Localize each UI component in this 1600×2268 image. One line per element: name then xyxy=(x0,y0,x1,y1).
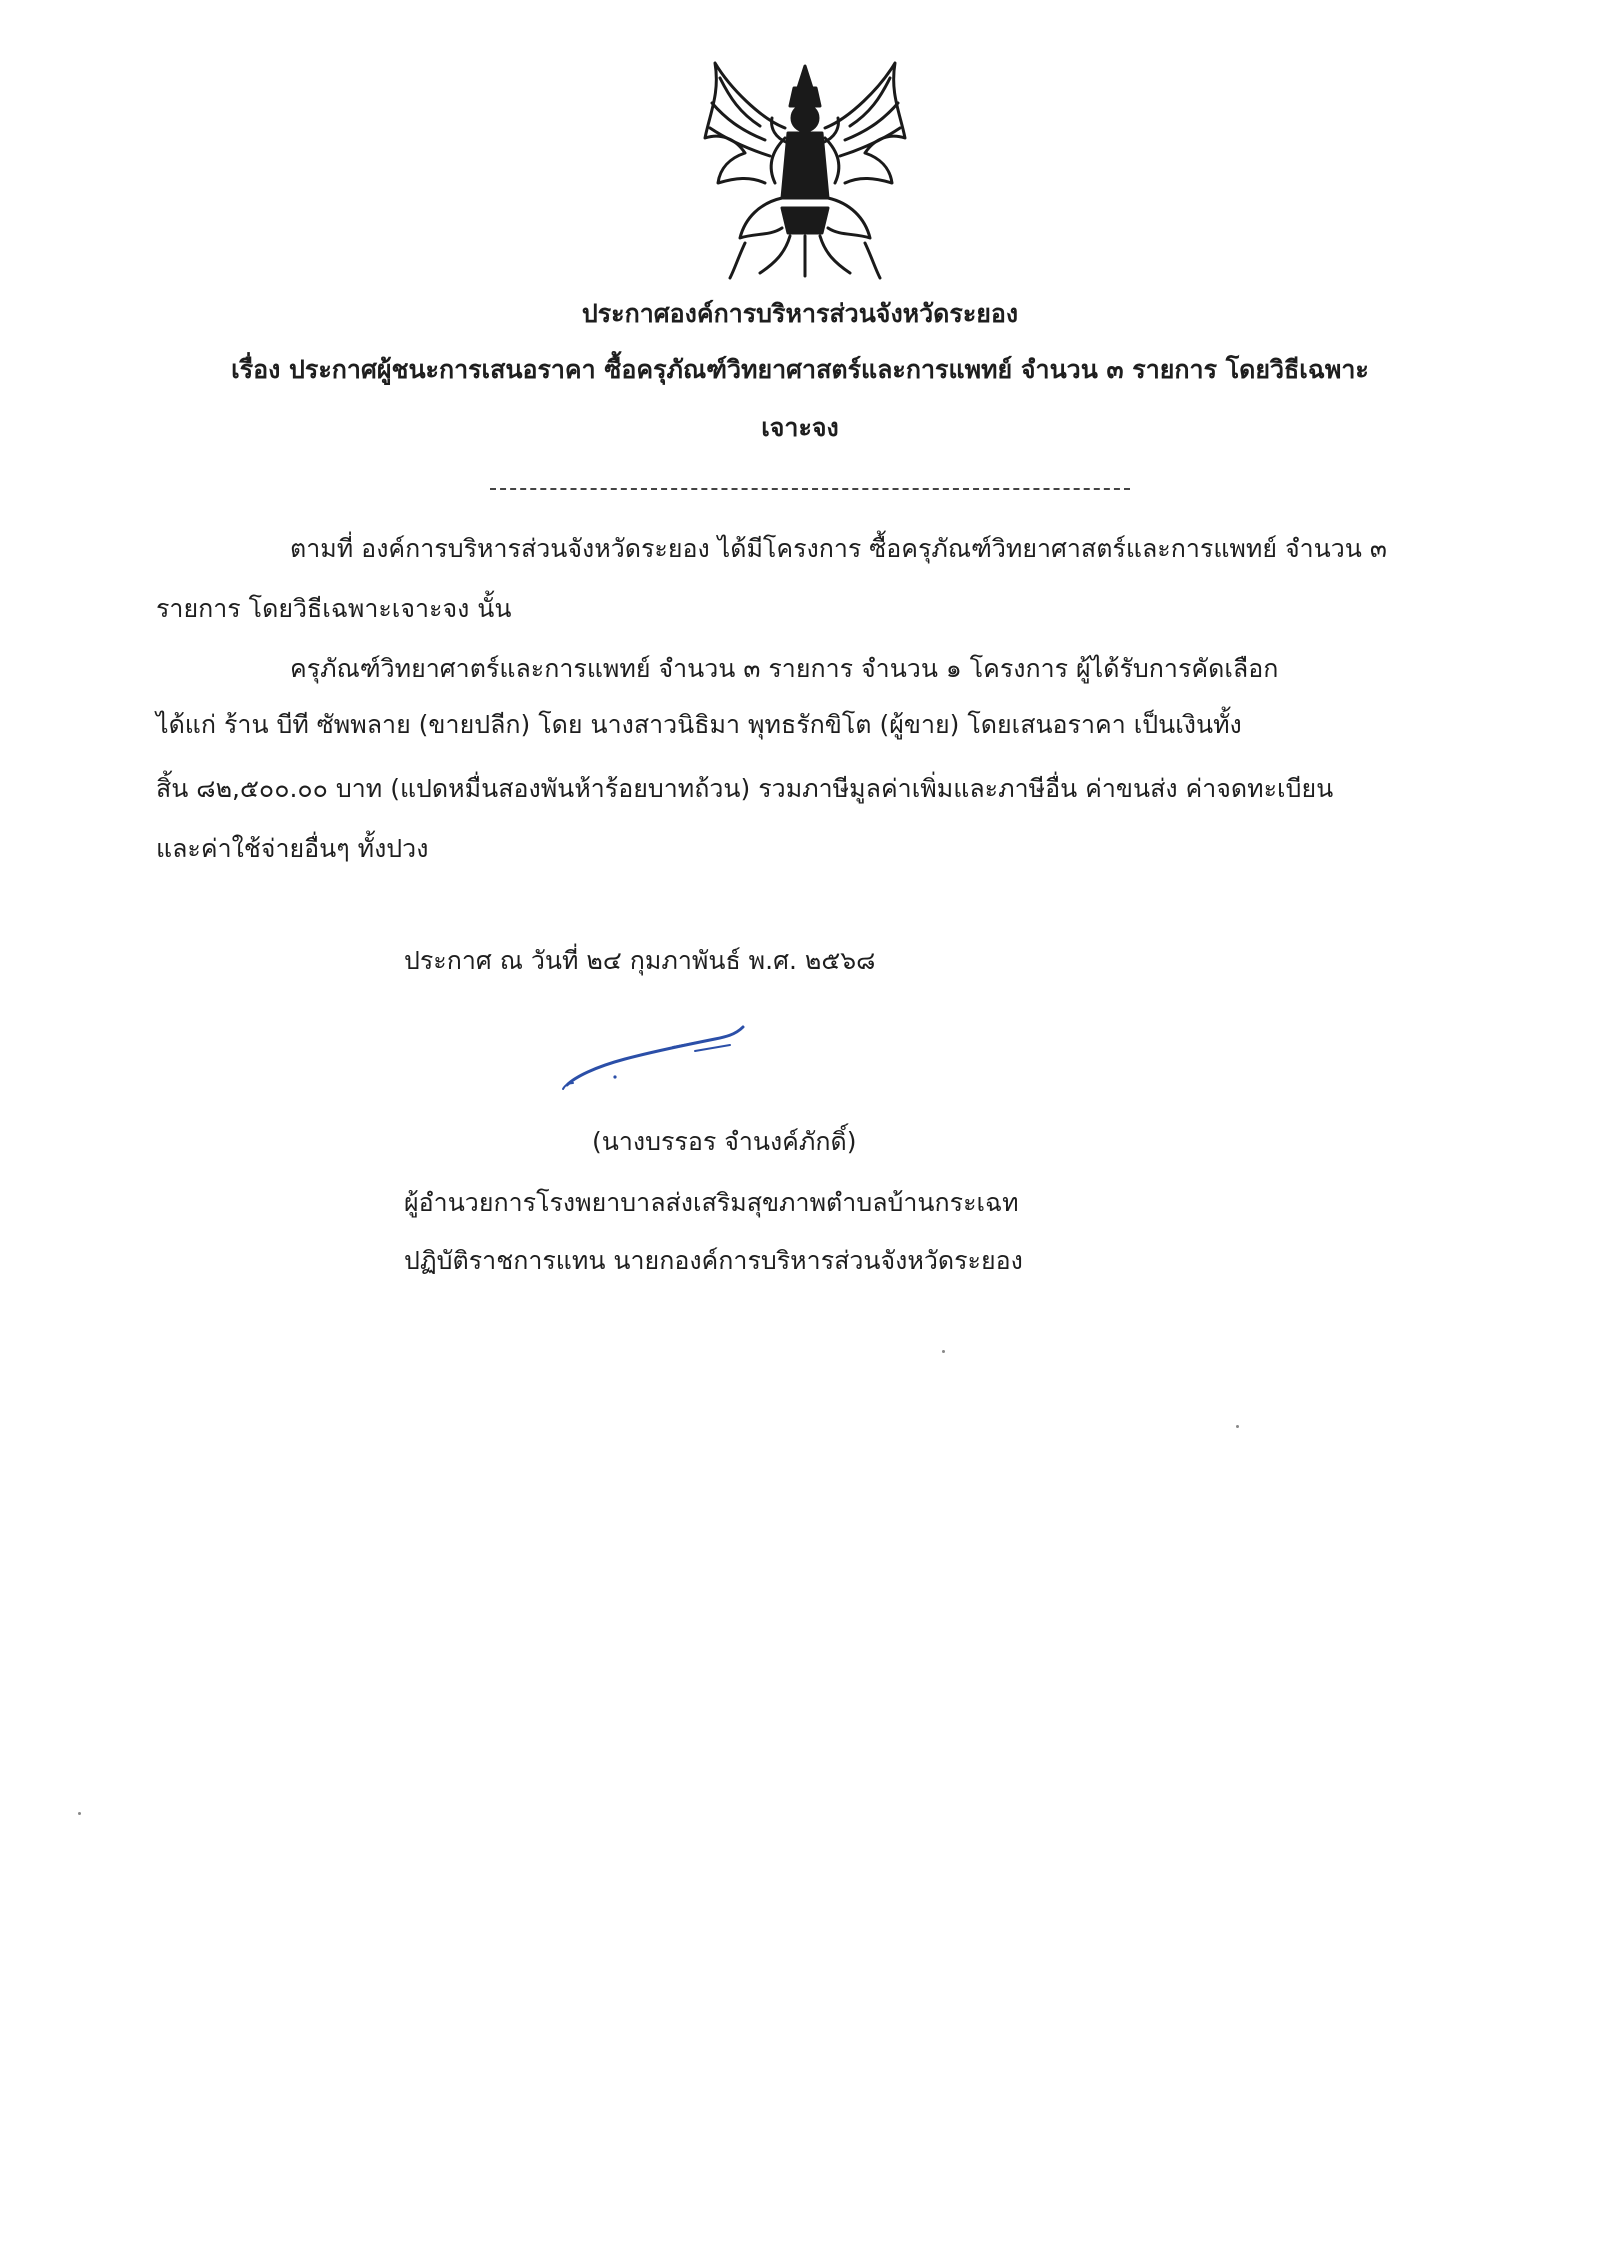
paragraph-2-line-1: ครุภัณฑ์วิทยาศาตร์และการแพทย์ จำนวน ๓ รายการ จำนวน ๑ โครงการ ผู้ได้รับการคัดเลือก xyxy=(290,654,1279,683)
paragraph-1-line-1: ตามที่ องค์การบริหารส่วนจังหวัดระยอง ได้มีโครงการ ซื้อครุภัณฑ์วิทยาศาสตร์และการแพทย์ จำนวน ๓ xyxy=(290,534,1387,563)
subject-line-1: เรื่อง ประกาศผู้ชนะการเสนอราคา ซื้อครุภัณฑ์วิทยาศาสตร์และการแพทย์ จำนวน ๓ รายการ โดยวิธีเฉพาะ xyxy=(231,355,1369,384)
paragraph-2-line-2: ได้แก่ ร้าน บีที ซัพพลาย (ขายปลีก) โดย นางสาวนิธิมา พุทธรักขิโต (ผู้ขาย) โดยเสนอราคา เป็นเงินทั้ง xyxy=(156,710,1242,739)
signatory-position-1: ผู้อำนวยการโรงพยาบาลส่งเสริมสุขภาพตำบลบ้านกระเฉท xyxy=(404,1188,1019,1217)
announcement-date: ประกาศ ณ วันที่ ๒๔ กุมภาพันธ์ พ.ศ. ๒๕๖๘ xyxy=(404,946,876,975)
signatory-name: (นางบรรอร จำนงค์ภักดิ์) xyxy=(592,1127,857,1156)
garuda-emblem-icon xyxy=(690,58,920,283)
org-title: ประกาศองค์การบริหารส่วนจังหวัดระยอง xyxy=(581,299,1019,328)
paragraph-2-line-4: และค่าใช้จ่ายอื่นๆ ทั้งปวง xyxy=(156,834,429,863)
signatory-position-2: ปฏิบัติราชการแทน นายกองค์การบริหารส่วนจังหวัดระยอง xyxy=(404,1246,1023,1275)
subject-line-2: เจาะจง xyxy=(761,413,839,442)
scan-speck xyxy=(78,1812,81,1815)
scan-speck xyxy=(942,1350,945,1353)
signature-mark xyxy=(555,1015,755,1095)
paragraph-2-line-3: สิ้น ๘๒,๕๐๐.๐๐ บาท (แปดหมื่นสองพันห้าร้อยบาทถ้วน) รวมภาษีมูลค่าเพิ่มและภาษีอื่น ค่าขนส่ง ค่าจดทะเบียน xyxy=(156,774,1334,803)
paragraph-1-line-2: รายการ โดยวิธีเฉพาะเจาะจง นั้น xyxy=(156,594,512,623)
scan-speck xyxy=(1236,1425,1239,1428)
header-divider xyxy=(490,488,1130,490)
